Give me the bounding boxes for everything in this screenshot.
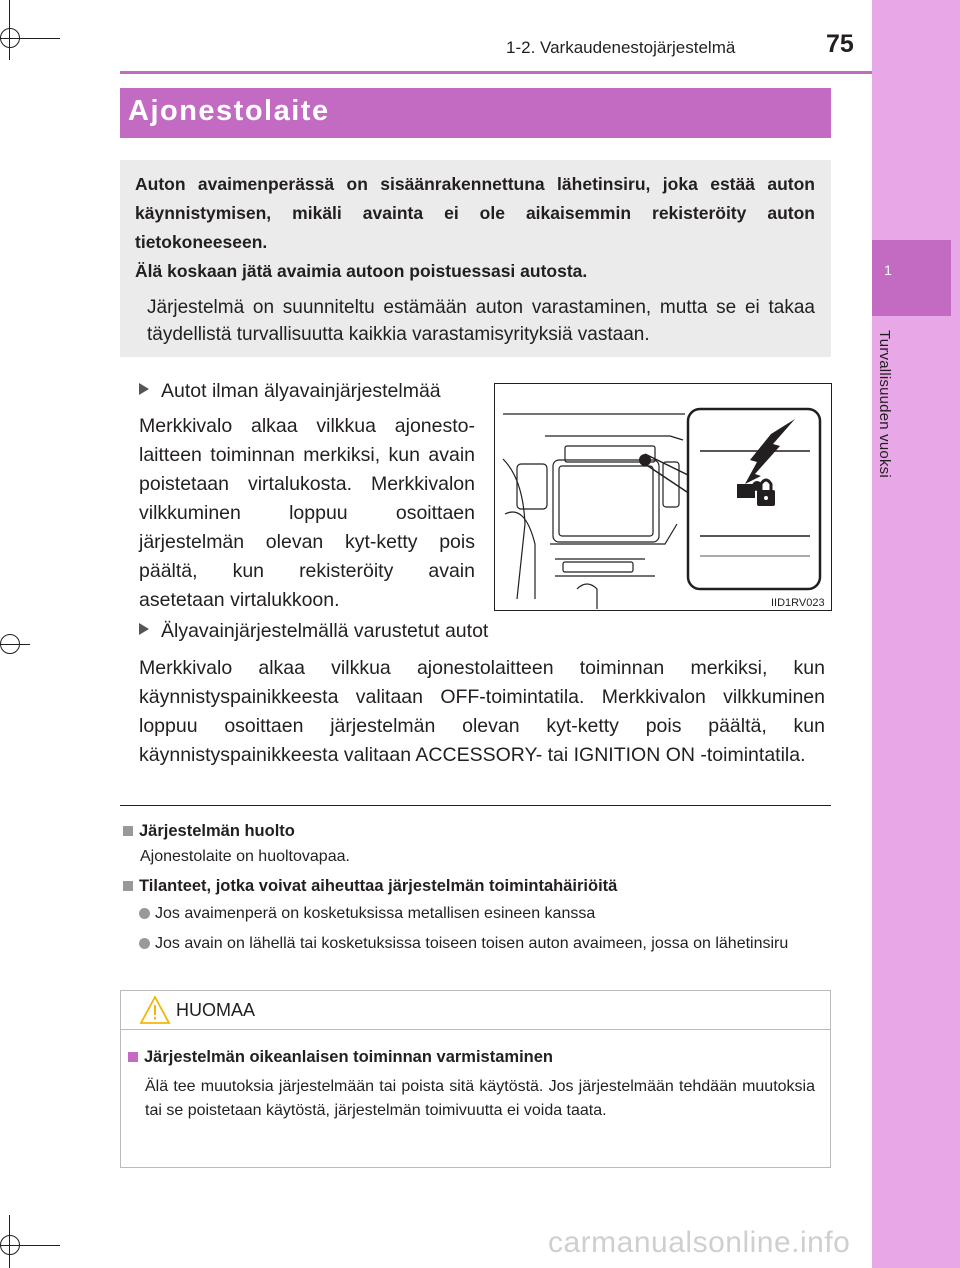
dashboard-drawing xyxy=(495,384,831,610)
intro-paragraph: Järjestelmä on suunniteltu estämään auton varastaminen, mutta se ei takaa täydellistä turvallisuutta kaikkia varastamisyrityksiä vastaan. xyxy=(147,297,815,345)
crop-circle xyxy=(0,634,20,654)
chapter-side-tab xyxy=(872,0,960,1268)
warning-triangle-icon xyxy=(139,995,171,1030)
illustration-code: IID1RV023 xyxy=(771,597,825,609)
crop-circle xyxy=(0,28,20,48)
intro-warning: Älä koskaan jätä avaimia autoon poistuessasi autosta. xyxy=(135,261,588,281)
notice-subtitle: Järjestelmän oikeanlaisen toiminnan varmistaminen xyxy=(128,1048,553,1067)
malfunction-heading: Tilanteet, jotka voivat aiheuttaa järjestelmän toimintahäiriöitä xyxy=(123,877,617,896)
subheading-smart-key: Älyavainjärjestelmällä varustetut autot xyxy=(139,620,488,643)
paragraph-smart-key: Merkkivalo alkaa vilkkua ajonestolaitteen toiminnan merkiksi, kun käynnistyspainikkeesta valitaan OFF-toimintatila. Merkkivalon vilkkuminen loppuu osoittaen järjestelmän olevan kyt-ketty pois päältä, kun käynnistyspainikkeesta valitaan ACCESSORY- tai IGNITION ON -toimintatila. xyxy=(139,657,825,766)
arrow-icon xyxy=(139,623,149,635)
dashboard-illustration xyxy=(494,383,832,611)
section-header: 1-2. Varkaudenestojärjestelmä xyxy=(506,38,736,57)
page-number: 75 xyxy=(826,30,854,58)
crop-circle xyxy=(0,1235,20,1255)
maintenance-heading: Järjestelmän huolto xyxy=(123,822,295,841)
section-divider xyxy=(120,805,831,806)
square-bullet-icon xyxy=(123,881,133,891)
arrow-icon xyxy=(139,383,149,395)
notice-label: HUOMAA xyxy=(176,1000,256,1020)
intro-bold-paragraph: Auton avaimenperässä on sisäänrakennettuna lähetinsiru, joka estää auton käynnistymisen, mikäli avainta ei ole aikaisemmin rekisteröity auton tietokoneeseen. xyxy=(135,174,815,252)
page-title: Ajonestolaite xyxy=(128,95,330,127)
circle-bullet-icon xyxy=(139,938,150,949)
list-item: Jos avaimenperä on kosketuksissa metallisen esineen kanssa xyxy=(139,905,595,923)
watermark: carmanualsonline.info xyxy=(548,1226,851,1259)
chapter-number-box xyxy=(872,240,951,316)
subheading-no-smart-key: Autot ilman älyavainjärjestelmää xyxy=(139,380,441,403)
circle-bullet-icon xyxy=(139,908,150,919)
square-bullet-icon xyxy=(123,826,133,836)
maintenance-text: Ajonestolaite on huoltovapaa. xyxy=(140,848,350,865)
chapter-title: Turvallisuuden vuoksi xyxy=(876,330,893,478)
header-rule xyxy=(120,71,872,74)
chapter-number: 1 xyxy=(884,262,892,278)
notice-text: Älä tee muutoksia järjestelmään tai poista sitä käytöstä. Jos järjestelmään tehdään muutoksia tai se poistetaan käytöstä, järjestelmän toimivuutta ei voida taata. xyxy=(145,1078,815,1119)
paragraph-no-smart-key: Merkkivalo alkaa vilkkua ajonesto-laitteen toiminnan merkiksi, kun avain poistetaan virtalukosta. Merkkivalon vilkkuminen loppuu osoittaen järjestelmän olevan kyt-ketty pois päältä, kun rekisteröity avain asetetaan virtalukkoon. xyxy=(139,415,475,611)
list-item: Jos avain on lähellä tai kosketuksissa toiseen toisen auton avaimeen, jossa on lähetinsiru xyxy=(139,933,829,955)
square-bullet-icon xyxy=(128,1052,138,1062)
notice-separator xyxy=(121,1029,830,1030)
